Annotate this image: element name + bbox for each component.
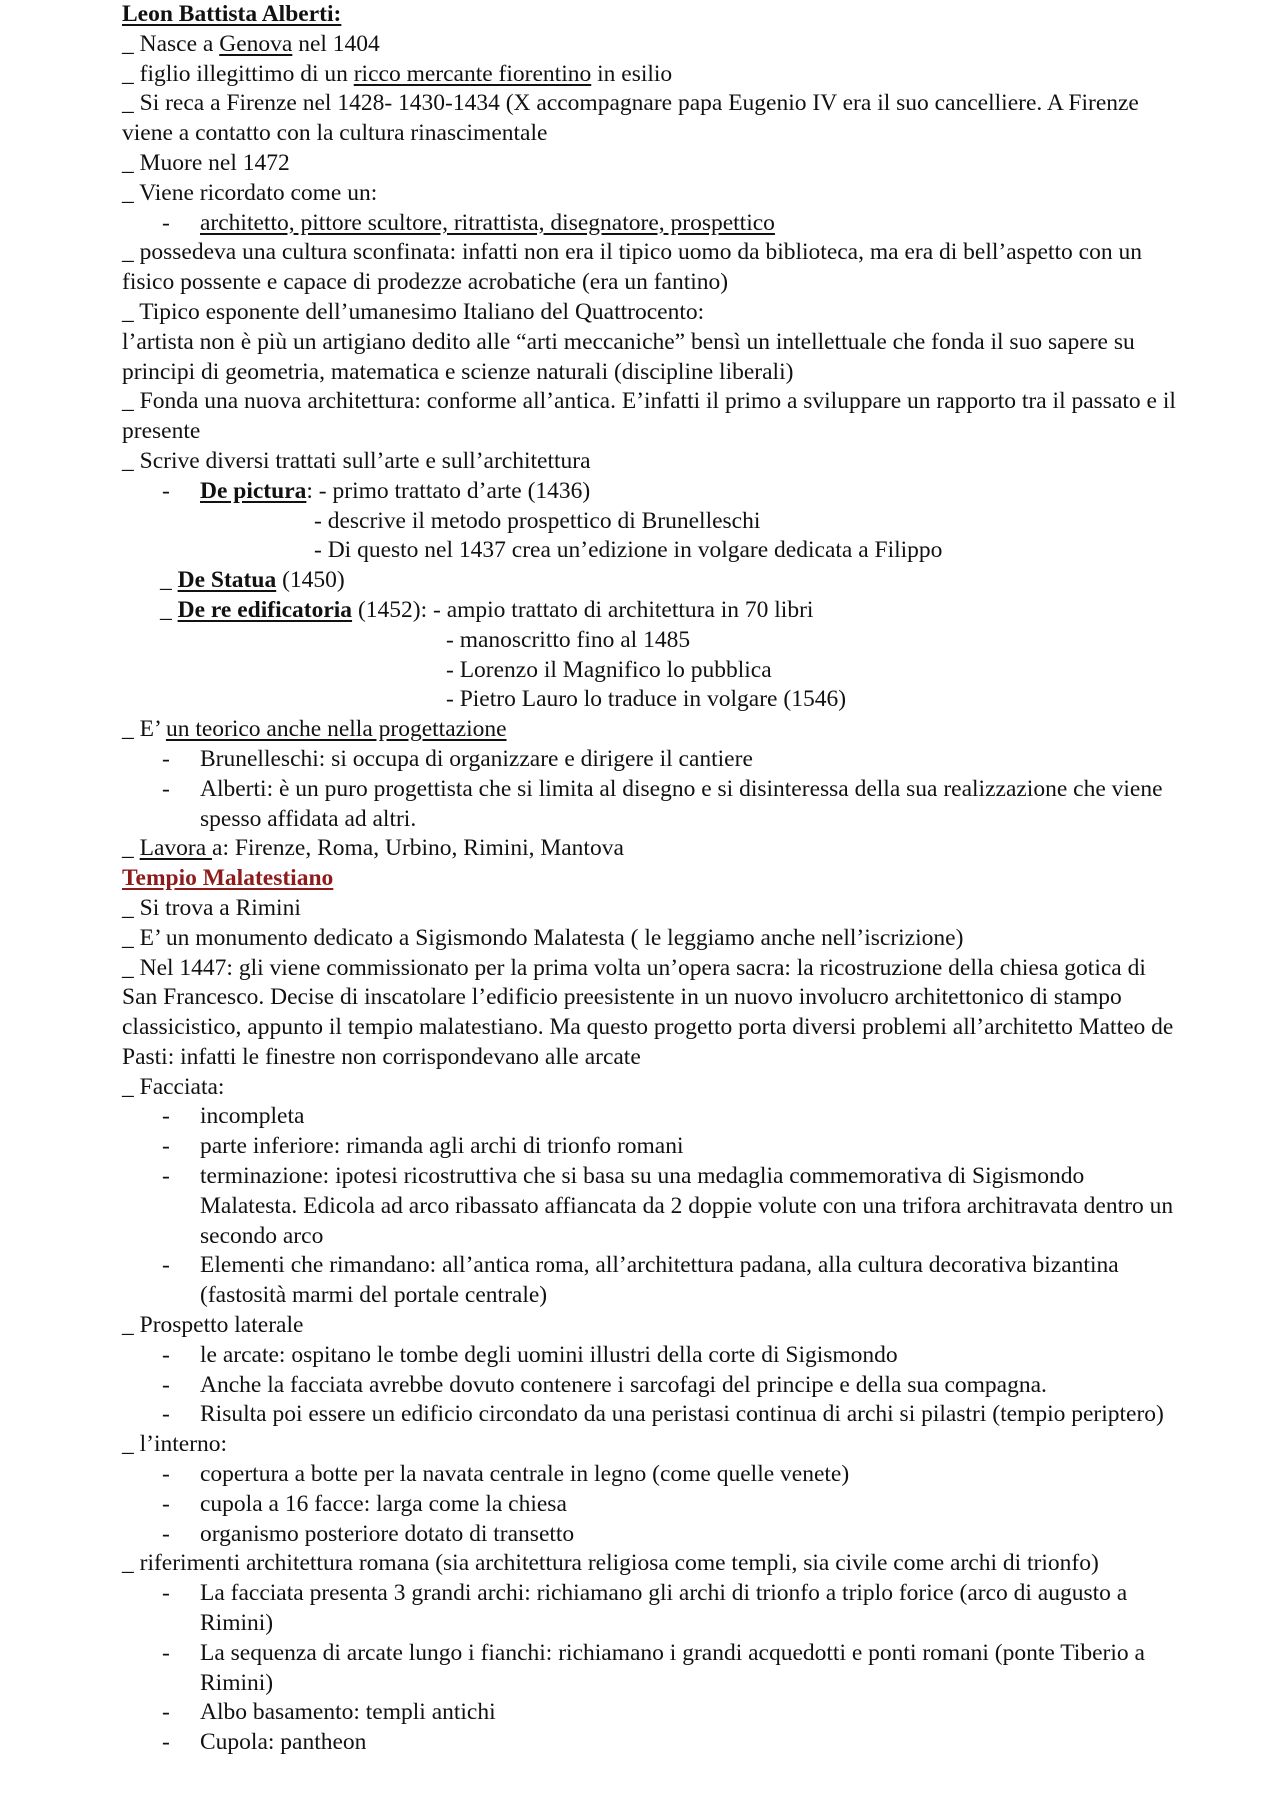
de-re-edificatoria-item <box>122 596 1182 626</box>
florence-paragraph: _ Si reca a Firenze nel 1428- 1430-1434 (X accompagnare papa Eugenio IV era il suo cancelliere. A Firenze viene a contatto con la cultura rinascimentale <box>122 90 1139 147</box>
list-item <box>122 1460 1182 1490</box>
list-item-text: terminazione: ipotesi ricostruttiva che si basa su una medaglia commemorativa di Sigismondo Malatesta. Edicola ad arco ribassato affiancata da 2 doppie volute con una trifora architravata dentro un secondo arco <box>200 1163 1174 1249</box>
humanism-heading: _ Tipico esponente dell’umanesimo Italiano del Quattrocento: <box>122 298 705 325</box>
side-heading: _ Prospetto laterale <box>122 1312 304 1339</box>
bullet-dash: - <box>162 1341 170 1368</box>
de-re-edificatoria-title: De re edificatoria <box>177 596 353 623</box>
new-architecture-paragraph: _ Fonda una nuova architettura: conforme all’antica. E’infatti il primo a sviluppare un rapporto tra il passato e il presente <box>122 388 1176 445</box>
list-item-text: La facciata presenta 3 grandi archi: richiamano gli archi di trionfo a triplo forice (arco di augusto a Rimini) <box>200 1580 1128 1637</box>
list-item <box>122 1371 1182 1401</box>
works-pre: _ <box>122 835 140 862</box>
list-item <box>122 1400 1182 1430</box>
bullet-dash: - <box>162 1401 170 1428</box>
theorist-heading <box>122 715 1182 745</box>
culture-paragraph: _ possedeva una cultura sconfinata: infatti non era il tipico uomo da biblioteca, ma era di bell’aspetto con un fisico possente e capace di prodezze acrobatiche (era un fantino) <box>122 239 1142 296</box>
de-re-note-3: - Lorenzo il Magnifico lo pubblica <box>446 656 772 683</box>
bullet-dash: - <box>162 745 170 772</box>
list-item <box>122 1102 1182 1132</box>
works-line <box>122 834 1182 864</box>
bullet-dash: - <box>162 1699 170 1726</box>
list-item-text: parte inferiore: rimanda agli archi di trionfo romani <box>200 1133 684 1160</box>
born-city: Genova <box>219 30 293 57</box>
alberti-bullet <box>122 775 1182 835</box>
list-item-text: Albo basamento: templi antichi <box>200 1699 496 1726</box>
de-statua-year: (1450) <box>276 567 345 594</box>
bullet-dash: - <box>162 1520 170 1547</box>
tempio-history-paragraph: _ Nel 1447: gli viene commissionato per la prima volta un’opera sacra: la ricostruzione della chiesa gotica di San Francesco. Decise di inscatolare l’edificio preesistente in un nuovo involucro architettonico di stampo classicistico, appunto il tempio malatestiano. Ma questo progetto porta diversi problemi all’architetto Matteo de Pasti: infatti le finestre non corrispondevano alle arcate <box>122 954 1174 1070</box>
theorist-pre: _ E’ <box>122 716 166 743</box>
humanism-paragraph: l’artista non è più un artigiano dedito alle “arti meccaniche” bensì un intellettuale che fonda il suo sapere su principi di geometria, matematica e scienze naturali (discipline liberali) <box>122 328 1135 385</box>
brunelleschi-text: Brunelleschi: si occupa di organizzare e dirigere il cantiere <box>200 745 753 772</box>
roles-text: architetto, pittore scultore, ritrattista, disegnatore, prospettico <box>200 209 775 236</box>
works-underlined: Lavora <box>139 835 213 862</box>
list-item <box>122 1520 1182 1550</box>
born-line <box>122 30 1182 60</box>
son-underlined: ricco mercante fiorentino <box>353 60 592 87</box>
facade-list <box>122 1102 1182 1311</box>
list-item <box>122 1698 1182 1728</box>
list-item-text: Risulta poi essere un edificio circondato da una peristasi continua di archi si pilastri (tempio periptero) <box>200 1401 1164 1428</box>
born-post: nel 1404 <box>292 30 380 57</box>
roman-references-heading: _ riferimenti architettura romana (sia architettura religiosa come templi, sia civile come archi di trionfo) <box>122 1550 1099 1577</box>
list-item-text: La sequenza di arcate lungo i fianchi: richiamano i grandi acquedotti e ponti romani (ponte Tiberio a Rimini) <box>200 1639 1145 1696</box>
bullet-dash: - <box>162 1490 170 1517</box>
bullet-dash: - <box>162 209 170 236</box>
list-item-text: copertura a botte per la navata centrale in legno (come quelle venete) <box>200 1461 850 1488</box>
bullet-dash: - <box>162 477 170 504</box>
title-text: Leon Battista Alberti: <box>122 1 342 27</box>
bullet-dash: - <box>162 1580 170 1607</box>
remembered-line: _ Viene ricordato come un: <box>122 179 378 206</box>
bullet-dash: - <box>162 775 170 802</box>
interior-list <box>122 1460 1182 1549</box>
son-post: in esilio <box>591 60 673 87</box>
document-page <box>122 0 1182 1758</box>
brunelleschi-bullet <box>122 745 1182 775</box>
roles-bullet <box>122 209 1182 239</box>
works-post: a: Firenze, Roma, Urbino, Rimini, Mantova <box>212 835 624 862</box>
bullet-dash: - <box>162 1371 170 1398</box>
interior-heading: _ l’interno: <box>122 1431 228 1458</box>
list-item-text: le arcate: ospitano le tombe degli uomini illustri della corte di Sigismondo <box>200 1341 898 1368</box>
de-pictura-note-1: : - primo trattato d’arte (1436) <box>306 477 591 504</box>
bullet-dash: - <box>162 1252 170 1279</box>
de-statua-title: De Statua <box>177 567 277 594</box>
died-line: _ Muore nel 1472 <box>122 149 290 176</box>
list-item <box>122 1162 1182 1251</box>
bullet-dash: - <box>162 1103 170 1130</box>
tempio-monument: _ E’ un monumento dedicato a Sigismondo Malatesta ( le leggiamo anche nell’iscrizione) <box>122 924 964 951</box>
son-line <box>122 60 1182 90</box>
list-item-text: Elementi che rimandano: all’antica roma, all’architettura padana, alla cultura decorativa bizantina (fastosità marmi del portale centrale) <box>200 1252 1119 1309</box>
facade-heading: _ Facciata: <box>122 1073 225 1100</box>
de-re-note-4: - Pietro Lauro lo traduce in volgare (1546) <box>446 686 847 713</box>
de-re-note-2: - manoscritto fino al 1485 <box>446 626 691 653</box>
de-pictura-note-2: - descrive il metodo prospettico di Brunelleschi <box>314 507 761 534</box>
de-re-pre: _ <box>160 596 178 623</box>
list-item-text: organismo posteriore dotato di transetto <box>200 1520 575 1547</box>
list-item-text: incompleta <box>200 1103 305 1130</box>
born-pre: _ Nasce a <box>122 30 220 57</box>
bullet-dash: - <box>162 1639 170 1666</box>
tempio-location: _ Si trova a Rimini <box>122 894 301 921</box>
roman-references-list <box>122 1579 1182 1758</box>
list-item <box>122 1728 1182 1758</box>
son-pre: _ figlio illegittimo di un <box>122 60 354 87</box>
de-statua-pre: _ <box>160 567 178 594</box>
bullet-dash: - <box>162 1133 170 1160</box>
side-list <box>122 1341 1182 1430</box>
treatises-heading: _ Scrive diversi trattati sull’arte e sull’architettura <box>122 447 591 474</box>
list-item-text: cupola a 16 facce: larga come la chiesa <box>200 1490 567 1517</box>
list-item <box>122 1341 1182 1371</box>
bullet-dash: - <box>162 1163 170 1190</box>
tempio-heading <box>122 864 1182 894</box>
list-item-text: Anche la facciata avrebbe dovuto contenere i sarcofagi del principe e della sua compagna. <box>200 1371 1047 1398</box>
de-pictura-title: De pictura <box>200 477 307 504</box>
list-item <box>122 1132 1182 1162</box>
document-title <box>122 0 1182 30</box>
de-re-note-1: (1452): - ampio trattato di architettura in 70 libri <box>352 596 814 623</box>
bullet-dash: - <box>162 1729 170 1756</box>
de-statua-item <box>122 566 1182 596</box>
alberti-text: Alberti: è un puro progettista che si limita al disegno e si disinteressa della sua realizzazione che viene spesso affidata ad altri. <box>200 775 1163 832</box>
list-item <box>122 1251 1182 1311</box>
theorist-underlined: un teorico anche nella progettazione <box>165 716 507 743</box>
bullet-dash: - <box>162 1461 170 1488</box>
tempio-title: Tempio Malatestiano <box>122 865 334 892</box>
list-item-text: Cupola: pantheon <box>200 1729 367 1756</box>
de-pictura-item <box>122 477 1182 507</box>
list-item <box>122 1579 1182 1639</box>
de-pictura-note-3: - Di questo nel 1437 crea un’edizione in volgare dedicata a Filippo <box>314 537 943 564</box>
list-item <box>122 1639 1182 1699</box>
list-item <box>122 1490 1182 1520</box>
